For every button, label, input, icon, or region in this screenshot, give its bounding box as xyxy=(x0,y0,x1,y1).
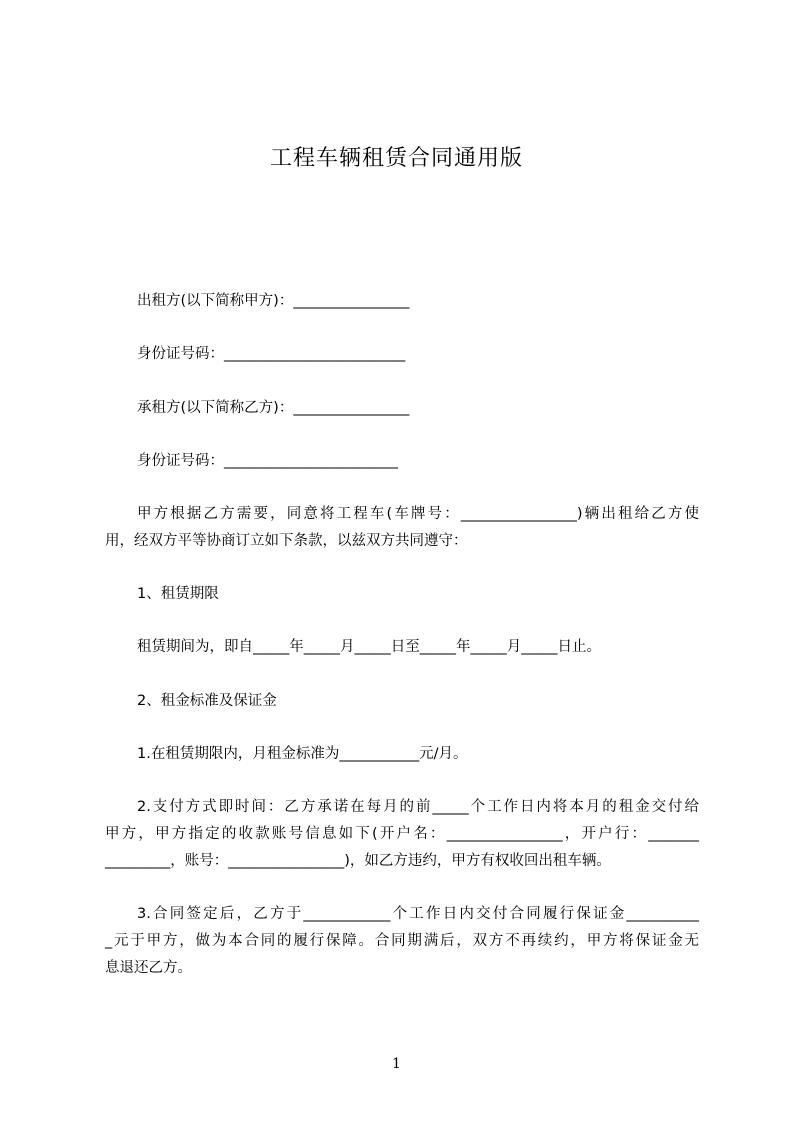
clause-2-line-3: _________，账号：________________)，如乙方违约，甲方有权收回出租车辆。 xyxy=(105,853,611,869)
document-title: 工程车辆租赁合同通用版 xyxy=(269,146,523,171)
clause-3-line-3: 息退还乙方。 xyxy=(105,960,192,976)
intro-paragraph-line-1: 甲方根据乙方需要，同意将工程车(车牌号：________________)辆出租给乙方使 xyxy=(137,506,699,522)
clause-2-line-2: 甲方，甲方指定的收款账号信息如下(开户名：________________，开户行：_______ xyxy=(105,826,699,842)
clause-3-line-1: 3.合同签定后，乙方于____________个工作日内交付合同履行保证金__________ xyxy=(137,906,699,922)
intro-paragraph-line-2: 用，经双方平等协商订立如下条款，以兹双方共同遵守： xyxy=(105,533,468,549)
section-1-heading: 1、租赁期限 xyxy=(137,586,219,602)
lessor-line: 出租方(以下简称甲方)：________________ xyxy=(137,293,410,309)
section-1-body: 租赁期间为，即自_____年_____月_____日至_____年_____月_____日止。 xyxy=(137,639,601,655)
clause-3-line-2: _元于甲方，做为本合同的履行保障。合同期满后，双方不再续约，甲方将保证金无 xyxy=(105,933,699,949)
clause-1: 1.在租赁期限内，月租金标准为___________元/月。 xyxy=(137,746,468,762)
section-2-heading: 2、租金标准及保证金 xyxy=(137,693,277,709)
lessee-line: 承租方(以下简称乙方)：________________ xyxy=(137,400,410,416)
clause-2-line-1: 2.支付方式即时间：乙方承诺在每月的前_____个工作日内将本月的租金交付给 xyxy=(137,799,699,815)
lessee-id-line: 身份证号码：________________________ xyxy=(137,453,398,469)
lessor-id-line: 身份证号码：_________________________ xyxy=(137,346,406,362)
page-number: 1 xyxy=(392,1056,401,1072)
